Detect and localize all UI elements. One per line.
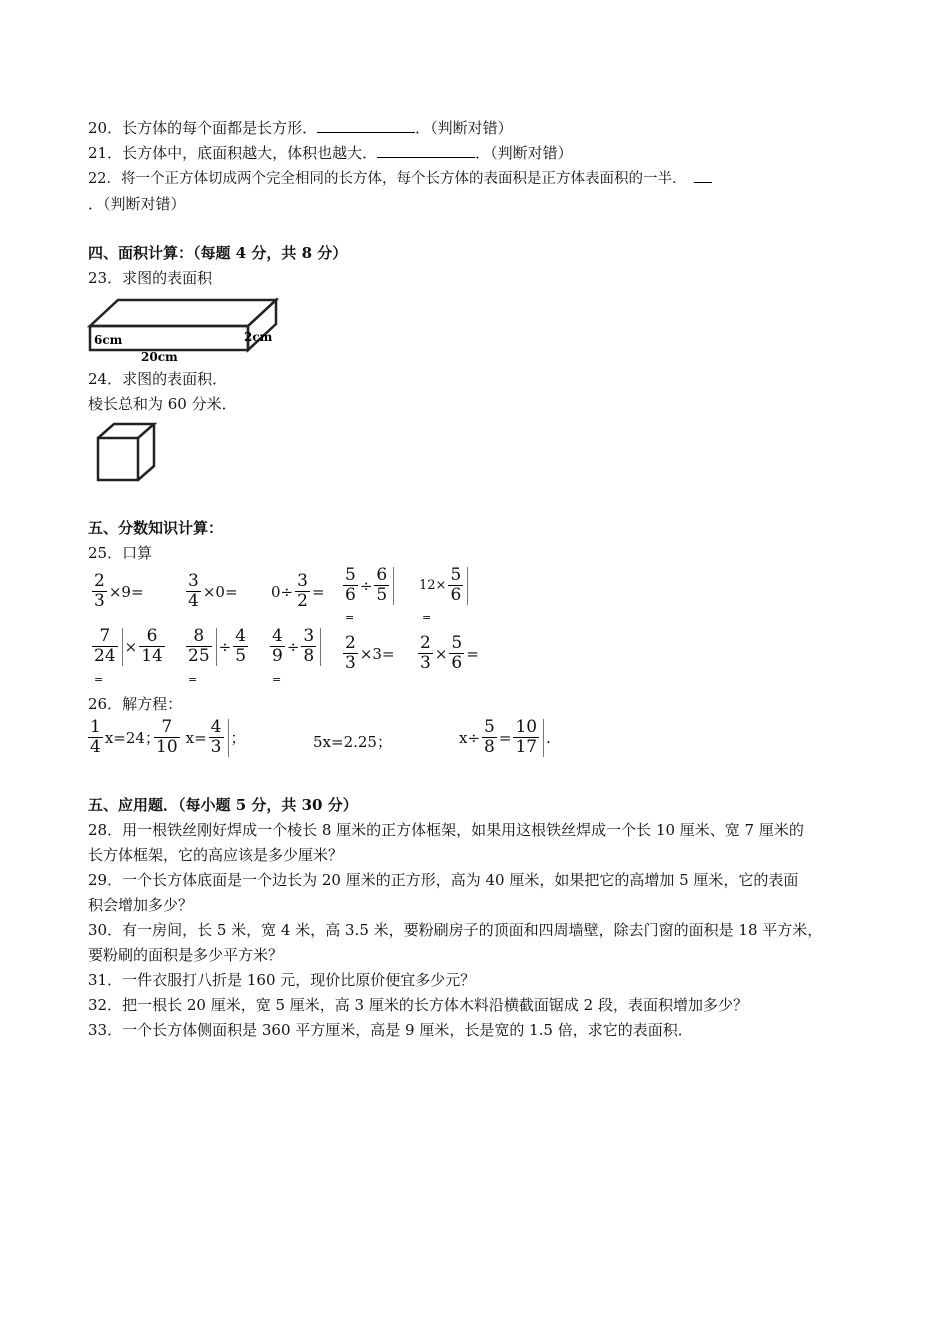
question-25: 25．口算 bbox=[88, 544, 153, 562]
section-heading-area: 四、面积计算：（每题 4 分，共 8 分） bbox=[88, 244, 348, 262]
question-28-line-1: 28．用一根铁丝刚好焊成一个棱长 8 厘米的正方体框架，如果用这根铁丝焊成一个长 10 厘米、宽 7 厘米的 bbox=[88, 821, 804, 839]
question-22: 22．将一个正方体切成两个完全相同的长方体，每个长方体的表面积是正方体表面积的一半． bbox=[88, 168, 712, 190]
question-30-line-1: 30．有一房间，长 5 米，宽 4 米，高 3.5 米，要粉刷房子的顶面和四周墙壁，除去门窗的面积是 18 平方米， bbox=[88, 921, 823, 939]
question-32: 32．把一根长 20 厘米，宽 5 厘米，高 3 厘米的长方体木料沿横截面锯成 2 段，表面积增加多少？ bbox=[88, 996, 748, 1014]
oral-calc-5: 12× $\frac{5}{6}$ bbox=[419, 566, 470, 605]
question-31: 31．一件衣服打八折是 160 元，现价比原价便宜多少元？ bbox=[88, 971, 476, 989]
oral-calc-5-eq: = bbox=[422, 611, 432, 624]
cuboid-figure bbox=[84, 294, 284, 364]
equation-1: $\frac{1}{4}$ x=24； bbox=[90, 717, 160, 757]
question-30-line-2: 要粉刷的面积是多少平方米？ bbox=[88, 946, 284, 964]
oral-calc-7-eq: = bbox=[188, 673, 198, 686]
equation-2: $\frac{7}{10}$ x= $\frac{4}{3}$ ； bbox=[156, 717, 246, 757]
oral-calc-9: $\frac{2}{3}$ ×3= bbox=[345, 633, 395, 673]
question-21: 21．长方体中，底面积越大，体积也越大． ．（判断对错） bbox=[88, 144, 573, 162]
oral-calc-4: $\frac{5}{6}$ ÷ $\frac{6}{5}$ bbox=[341, 566, 396, 605]
oral-calc-10: $\frac{2}{3}$ × $\frac{5}{6}$ = bbox=[420, 633, 479, 673]
oral-calc-4-eq: = bbox=[345, 611, 355, 624]
oral-calc-3: 0÷ $\frac{3}{2}$ = bbox=[271, 571, 325, 611]
oral-calc-8: $\frac{4}{9}$ ÷ $\frac{3}{8}$ bbox=[268, 627, 323, 666]
question-29-line-1: 29．一个长方体底面是一个边长为 20 厘米的正方形，高为 40 厘米，如果把它的高增加 5 厘米，它的表面 bbox=[88, 871, 799, 889]
question-29-line-2: 积会增加多少？ bbox=[88, 896, 194, 914]
oral-calc-7: $\frac{8}{25}$ ÷ $\frac{4}{5}$ bbox=[188, 626, 247, 666]
oral-calc-6-eq: = bbox=[94, 673, 104, 686]
section-heading-word-problems: 五、应用题．（每小题 5 分，共 30 分） bbox=[88, 796, 358, 814]
answer-blank[interactable] bbox=[377, 143, 475, 158]
oral-calc-1: $\frac{2}{3}$ ×9= bbox=[94, 571, 144, 611]
oral-calc-2: $\frac{3}{4}$ ×0= bbox=[188, 571, 238, 611]
oral-calc-6: $\frac{7}{24}$ × $\frac{6}{14}$ bbox=[94, 626, 163, 666]
label-width: 6cm bbox=[94, 333, 123, 347]
question-33: 33．一个长方体侧面积是 360 平方厘米，高是 9 厘米，长是宽的 1.5 倍，求它的表面积． bbox=[88, 1021, 693, 1039]
cube-figure bbox=[92, 420, 162, 488]
label-height: 2cm bbox=[244, 330, 273, 344]
equation-4: x÷ $\frac{5}{8}$ = $\frac{10}{17}$ . bbox=[459, 717, 551, 757]
section-heading-fraction: 五、分数知识计算： bbox=[88, 519, 224, 537]
label-length: 20cm bbox=[141, 350, 178, 364]
question-24-sub: 棱长总和为 60 分米． bbox=[88, 395, 237, 413]
question-24: 24．求图的表面积． bbox=[88, 370, 228, 388]
question-22-tail: ．（判断对错） bbox=[88, 195, 186, 213]
equation-3: 5x=2.25； bbox=[313, 733, 392, 751]
answer-blank[interactable] bbox=[317, 118, 415, 133]
oral-calc-8-eq: = bbox=[272, 673, 282, 686]
question-20: 20．长方体的每个面都是长方形． ．（判断对错） bbox=[88, 119, 513, 137]
question-23: 23．求图的表面积 bbox=[88, 269, 213, 287]
question-26: 26．解方程： bbox=[88, 695, 183, 713]
answer-blank[interactable] bbox=[694, 168, 712, 183]
question-28-line-2: 长方体框架，它的高应该是多少厘米？ bbox=[88, 846, 344, 864]
